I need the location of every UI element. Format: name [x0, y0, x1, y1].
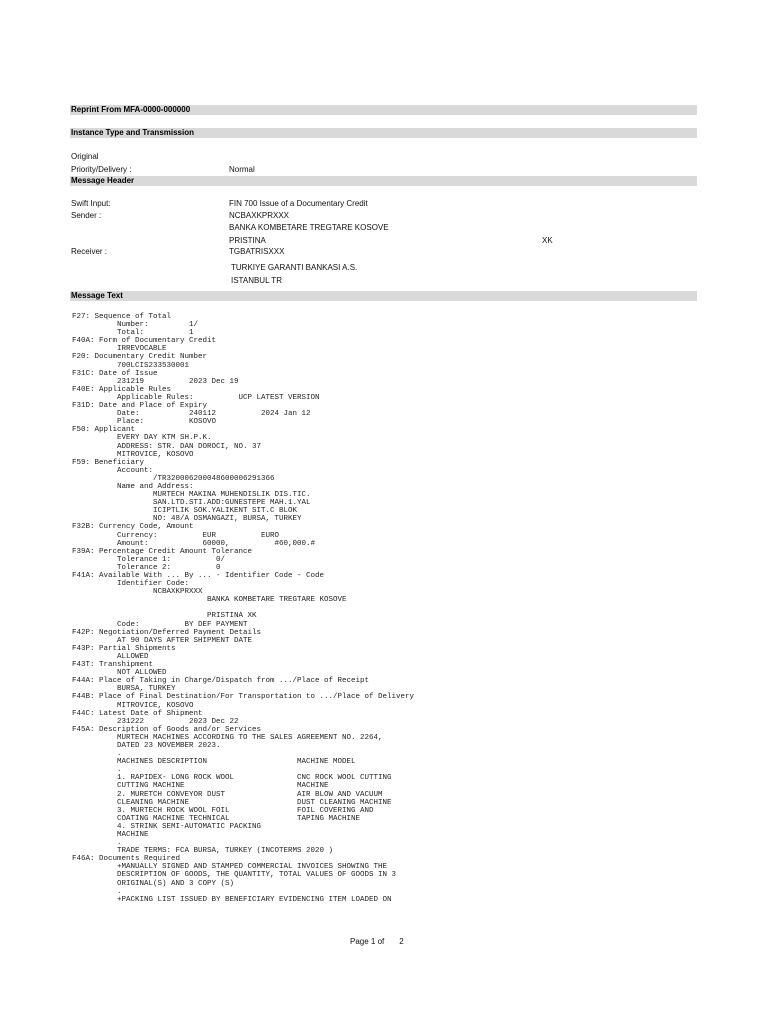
priority-value: Normal [229, 165, 255, 174]
sender-country: XK [542, 236, 553, 245]
message-line: F32B: Currency Code, Amount [72, 523, 194, 532]
message-line: +PACKING LIST ISSUED BY BENEFICIARY EVIDENCING ITEM LOADED ON [72, 895, 392, 904]
receiver-name: TURKIYE GARANTI BANKASI A.S. [231, 263, 358, 272]
priority-label: Priority/Delivery : [71, 165, 132, 174]
message-line: F43T: Transhipment [72, 661, 154, 670]
message-line: Account: [72, 466, 154, 475]
swift-input-label: Swift Input: [71, 199, 111, 208]
page-label: Page 1 of [350, 937, 385, 946]
receiver-bic: TGBATRISXXX [229, 247, 285, 256]
section-instance-type: Instance Type and Transmission [70, 128, 697, 138]
message-line: . [72, 887, 122, 896]
message-line: 231219 2023 Dec 19 [72, 377, 239, 386]
message-line: Code: BY DEF PAYMENT [72, 620, 248, 629]
message-line: Applicable Rules: UCP LATEST VERSION [72, 393, 320, 402]
message-line: F44A: Place of Taking in Charge/Dispatch from .../Place of Receipt [72, 677, 370, 686]
message-line: ALLOWED [72, 652, 149, 661]
message-line: MURTECH MACHINES ACCORDING TO THE SALES AGREEMENT NO. 2264, [72, 733, 383, 742]
message-line: IRREVOCABLE [72, 345, 167, 354]
sender-bic: NCBAXKPRXXX [229, 211, 290, 220]
receiver-city: ISTANBUL TR [231, 276, 282, 285]
message-line: CLEANING MACHINE DUST CLEANING MACHINE [72, 798, 392, 807]
message-line: F45A: Description of Goods and/or Services [72, 725, 262, 734]
message-line: 2. MURETCH CONVEYOR DUST AIR BLOW AND VACUUM [72, 790, 383, 799]
reprint-title: Reprint From MFA-0000-000000 [70, 105, 697, 115]
section-message-header: Message Header [70, 176, 697, 186]
message-line: 4. STRINK SEMI-AUTOMATIC PACKING [72, 822, 262, 831]
message-line: 3. MURTECH ROCK WOOL FOIL FOIL COVERING AND [72, 806, 374, 815]
message-line: F40E: Applicable Rules [72, 385, 172, 394]
message-line: . [72, 766, 122, 775]
message-line: Date: 240112 2024 Jan 12 [72, 410, 311, 419]
message-line: F50: Applicant [72, 426, 136, 435]
message-text-body [72, 313, 414, 904]
message-line: 231222 2023 Dec 22 [72, 717, 239, 726]
message-line: F31D: Date and Place of Expiry [72, 402, 208, 411]
message-line: Currency: EUR EURO [72, 531, 280, 540]
message-line: BURSA, TURKEY [72, 685, 176, 694]
message-line: F27: Sequence of Total [72, 313, 172, 321]
message-line: AT 90 DAYS AFTER SHIPMENT DATE [72, 636, 253, 645]
message-line: EVERY DAY KTM SH.P.K. [72, 434, 212, 443]
message-line: F43P: Partial Shipments [72, 644, 176, 653]
message-line: Total: 1 [72, 329, 194, 338]
message-line: TRADE TERMS: FCA BURSA, TURKEY (INCOTERMS 2020 ) [72, 847, 334, 856]
message-line: F41A: Available With ... By ... - Identifier Code - Code [72, 572, 325, 580]
message-line: SAN.LTD.STI.ADD:GUNESTEPE MAH.1.YAL [72, 499, 311, 508]
message-line: NOT ALLOWED [72, 669, 167, 678]
message-line: . [72, 750, 122, 759]
message-line: ORIGINAL(S) AND 3 COPY (S) [72, 879, 235, 888]
message-line: F44C: Latest Date of Shipment [72, 709, 203, 718]
message-line: +MANUALLY SIGNED AND STAMPED COMMERCIAL INVOICES SHOWING THE [72, 863, 388, 872]
message-line: F40A: Form of Documentary Credit [72, 337, 217, 346]
message-line: Amount: 60000, #60,000.# [72, 539, 316, 548]
message-line: CUTTING MACHINE MACHINE [72, 782, 329, 791]
message-line: ICIPTLIK SOK.YALIKENT SIT.C BLOK [72, 507, 298, 516]
message-line: 1. RAPIDEX- LONG ROCK WOOL CNC ROCK WOOL CUTTING [72, 774, 392, 783]
message-line: Identifier Code: [72, 580, 190, 589]
section-message-text: Message Text [70, 291, 697, 301]
message-line: NO: 48/A OSMANGAZI, BURSA, TURKEY [72, 515, 302, 524]
message-line: NCBAXKPRXXX [72, 588, 203, 597]
message-line: MURTECH MAKINA MUHENDISLIK DIS.TIC. [72, 491, 311, 500]
message-line: Tolerance 2: 0 [72, 563, 221, 572]
message-line: F46A: Documents Required [72, 855, 181, 864]
message-line: . [72, 839, 122, 848]
sender-label: Sender : [71, 211, 102, 220]
message-line: F44B: Place of Final Destination/For Transportation to .../Place of Delivery [72, 693, 415, 702]
message-line: Number: 1/ [72, 321, 199, 330]
page-total: 2 [399, 937, 404, 946]
message-line: MACHINES DESCRIPTION MACHINE MODEL [72, 758, 356, 767]
message-line: DESCRIPTION OF GOODS, THE QUANTITY, TOTAL VALUES OF GOODS IN 3 [72, 871, 397, 880]
receiver-label: Receiver : [71, 247, 108, 256]
message-line: BANKA KOMBETARE TREGTARE KOSOVE [72, 596, 347, 605]
sender-city: PRISTINA [229, 236, 266, 245]
message-line: F20: Documentary Credit Number [72, 353, 208, 362]
message-line: DATED 23 NOVEMBER 2023. [72, 741, 221, 750]
original-label: Original [71, 152, 99, 161]
message-line: F59: Beneficiary [72, 458, 145, 467]
message-line: MACHINE [72, 831, 149, 839]
message-line: MITROVICE, KOSOVO [72, 701, 194, 710]
page-indicator [350, 937, 404, 947]
sender-name: BANKA KOMBETARE TREGTARE KOSOVE [229, 223, 389, 232]
message-line: Name and Address: [72, 482, 194, 491]
message-line: 700LCIS233530001 [72, 361, 190, 370]
message-line: F39A: Percentage Credit Amount Tolerance [72, 547, 253, 556]
message-line: PRISTINA XK [72, 612, 257, 621]
message-line: F31C: Date of Issue [72, 369, 158, 378]
message-line: /TR320006200048600006291366 [72, 474, 275, 483]
message-line: F42P: Negotiation/Deferred Payment Details [72, 628, 262, 637]
message-line: COATING MACHINE TECHNICAL TAPING MACHINE [72, 814, 361, 823]
message-line: Tolerance 1: 0/ [72, 555, 226, 564]
message-line: ADDRESS: STR. DAN DOROCI, NO. 37 [72, 442, 262, 451]
swift-input-value: FIN 700 Issue of a Documentary Credit [229, 199, 368, 208]
message-line: MITROVICE, KOSOVO [72, 450, 194, 459]
message-line: Place: KOSOVO [72, 418, 217, 427]
